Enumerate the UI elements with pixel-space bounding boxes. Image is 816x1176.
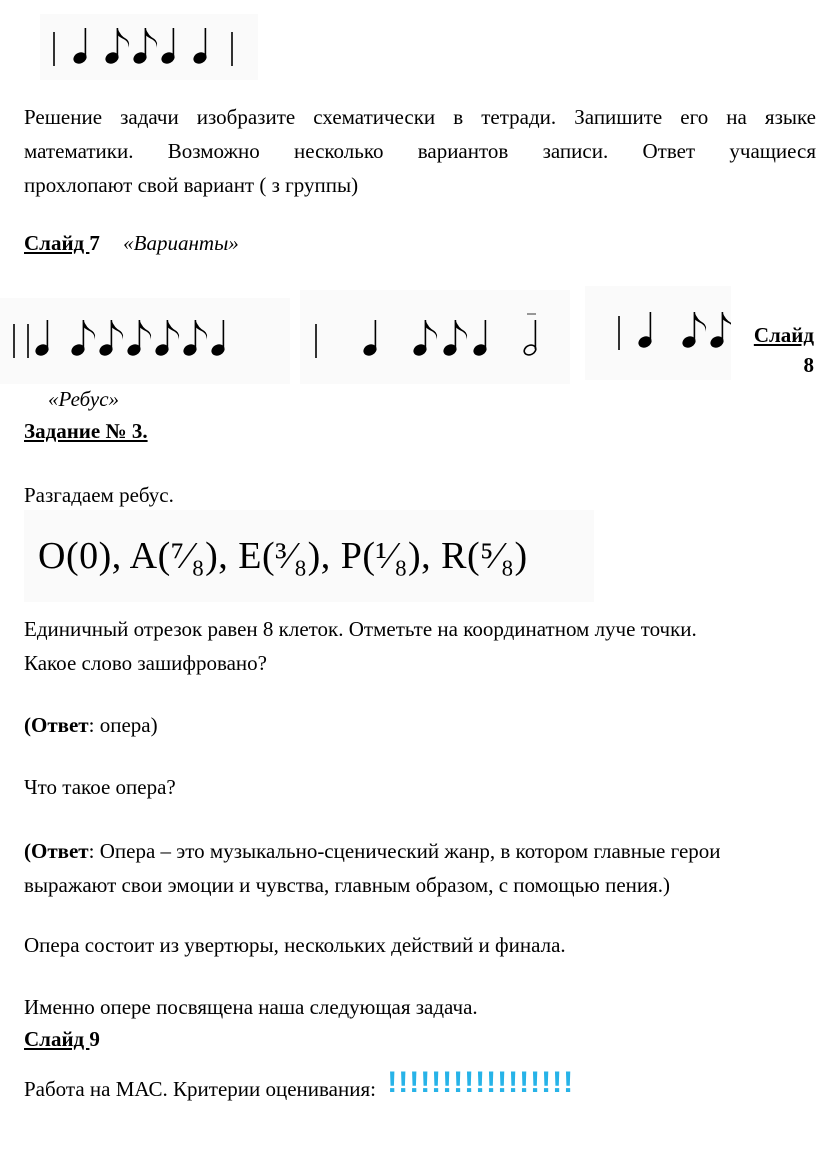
rhythm-image-top: [40, 14, 258, 80]
answer-2-text: : Опера – это музыкально-сценический жанр, в котором главные герои: [88, 839, 721, 863]
slide-7-label: Слайд: [24, 231, 90, 255]
unit-segment-line-2: Какое слово зашифровано?: [24, 651, 267, 675]
rhythm-variant-1-image: [0, 298, 290, 384]
answer-2-label: Ответ: [31, 839, 89, 863]
half-note-glyph: [523, 314, 538, 357]
rhythm-variant-1: [0, 298, 290, 384]
slide-7-number: 7: [89, 231, 100, 255]
eighth-note-glyph: [682, 312, 706, 349]
eighth-note-glyph: [105, 28, 129, 65]
rebus-formula: O(0), A(⁷⁄₈), E(³⁄₈), P(¹⁄₈), R(⁵⁄₈): [38, 535, 528, 577]
quarter-note-glyph: [211, 320, 226, 357]
mac-criteria-text: Работа на МАС. Критерии оценивания:: [24, 1077, 376, 1101]
mac-criteria-line: [24, 1066, 575, 1106]
slide-8-number: 8: [803, 353, 814, 377]
rhythm-variant-3: [585, 286, 731, 380]
quarter-note-glyph: [193, 28, 208, 65]
slide-7-heading: [24, 226, 239, 260]
task-3-heading: Задание № 3.: [24, 419, 148, 443]
rhythm-variant-2-image: [300, 290, 570, 384]
rebus-title: «Ребус»: [48, 387, 120, 411]
task-instruction-line-3: прохлопают свой вариант ( з группы): [24, 173, 359, 197]
rhythm-notation-top: [40, 14, 258, 80]
slide-7-title: «Варианты»: [123, 231, 239, 255]
answer-1: [24, 708, 158, 742]
answer-2-line-1: [24, 834, 721, 868]
eighth-note-glyph: [127, 320, 151, 357]
quarter-note-glyph: [363, 320, 378, 357]
answer-2-open: (: [24, 839, 31, 863]
eighth-note-glyph: [155, 320, 179, 357]
eighth-note-glyph: [99, 320, 123, 357]
eighth-note-glyph: [71, 320, 95, 357]
rhythm-variant-2: [300, 290, 570, 384]
quarter-note-glyph: [161, 28, 176, 65]
eighth-note-glyph: [413, 320, 437, 357]
rhythm-variant-3-image: [585, 286, 731, 380]
eighth-note-glyph: [710, 312, 731, 349]
quarter-note-glyph: [638, 312, 653, 349]
task-instruction-line-1: Решение задачи изобразите схематически в тетради. Запишите его на языке: [24, 105, 816, 129]
exclamation-marks: !!!!!!!!!!!!!!!!!: [387, 1066, 575, 1099]
unit-segment-line-1: Единичный отрезок равен 8 клеток. Отметьте на координатном луче точки.: [24, 617, 697, 641]
answer-1-text: : опера): [88, 713, 158, 737]
rebus-formula-image: [24, 510, 594, 602]
quarter-note-glyph: [473, 320, 488, 357]
quarter-note-glyph: [73, 28, 88, 65]
slide-9-label: Слайд: [24, 1027, 90, 1051]
what-is-opera-question: Что такое опера?: [24, 775, 176, 799]
slide-8-label: Слайд: [753, 323, 814, 347]
quarter-note-glyph: [35, 320, 50, 357]
task-instruction-line-2: математики. Возможно несколько вариантов записи. Ответ учащиеся: [24, 139, 816, 163]
slide-9-number: 9: [89, 1027, 100, 1051]
answer-1-open: (: [24, 713, 31, 737]
answer-2-line-2: выражают свои эмоции и чувства, главным образом, с помощью пения.): [24, 873, 671, 897]
solve-rebus-text: Разгадаем ребус.: [24, 483, 174, 507]
slide-8-heading: [754, 320, 814, 380]
eighth-note-glyph: [183, 320, 207, 357]
eighth-note-glyph: [443, 320, 467, 357]
eighth-note-glyph: [133, 28, 157, 65]
answer-1-label: Ответ: [31, 713, 89, 737]
slide-9-heading: [24, 1022, 100, 1056]
next-task-text: Именно опере посвящена наша следующая задача.: [24, 995, 478, 1019]
opera-structure-text: Опера состоит из увертюры, нескольких действий и финала.: [24, 933, 566, 957]
